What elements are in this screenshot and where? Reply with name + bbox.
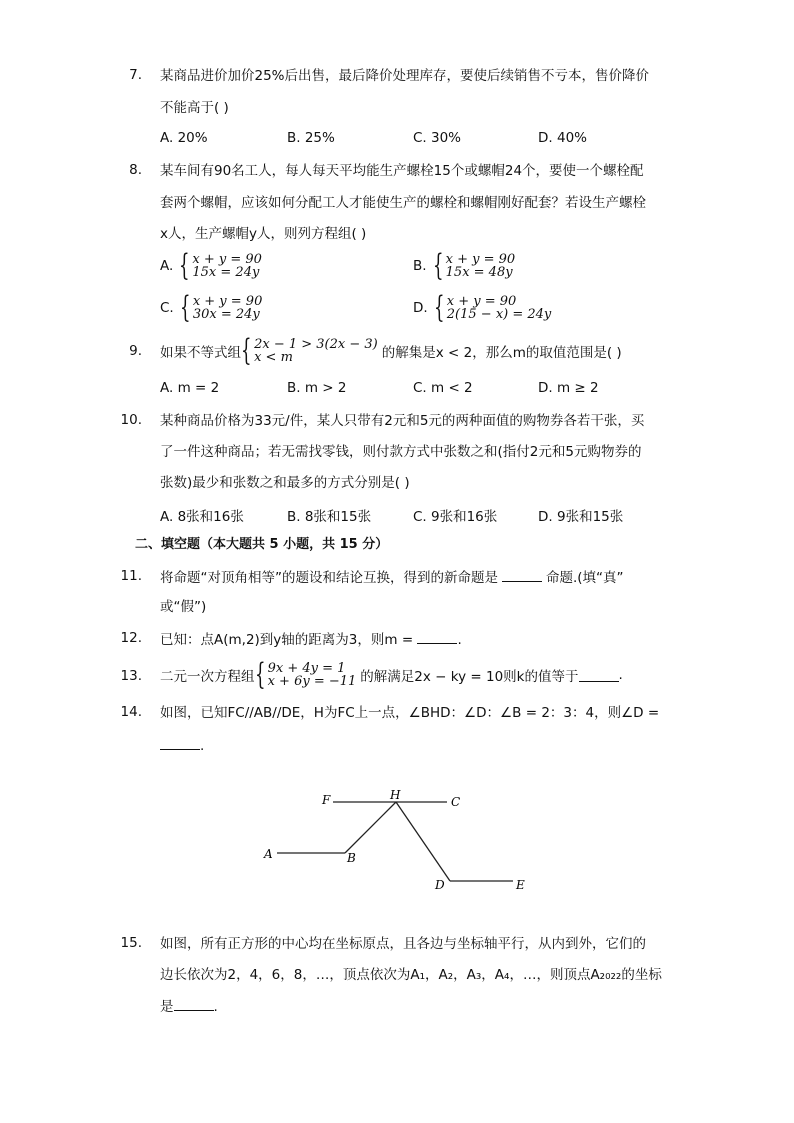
question-text: 或“假”) [160,599,207,615]
inequality: 2x − 1 > 3(2x − 3) [254,337,378,352]
inequality: x < m [254,350,293,365]
question-text: x人，生产螺帽y人，则列方程组( ) [160,226,367,242]
brace-icon: { [433,290,445,325]
question-text-post: 的解满足2x − ky = 10则k的值等于 [360,669,579,685]
equation: 15x = 48y [445,265,513,280]
question-text-part: 命题.(填“真” [546,570,624,586]
option-c[interactable]: C. m < 2 [413,380,473,396]
question-text: 边长依次为2，4，6，8，…，顶点依次为A₁，A₂，A₃，A₄，…，则顶点A₂₀₂₂的坐标 [160,967,662,983]
option-d[interactable]: D. m ≥ 2 [538,380,599,396]
question-text-part: 已知：点A(m,2)到y轴的距离为3，则m = [160,632,418,648]
question-number: 13. [120,668,142,684]
label-d: D [435,878,445,892]
segment-hd [396,802,450,881]
question-number: 12. [120,630,142,646]
label-c: C [451,795,461,809]
equation: 30x = 24y [192,307,260,322]
option-c[interactable]: C. 30% [413,130,462,146]
question-text: 如图，所有正方形的中心均在坐标原点，且各边与坐标轴平行，从内到外，它们的 [160,936,646,952]
equation: 2(15 − x) = 24y [446,307,552,322]
question-number: 10. [120,412,142,428]
question-text: 了一件这种商品；若无需找零钱，则付款方式中张数之和(指付2元和5元购物券的 [160,444,642,460]
equation: x + y = 90 [446,294,517,309]
option-b[interactable]: B. m > 2 [287,380,347,396]
question-text: 某种商品价格为33元/件，某人只带有2元和5元的两种面值的购物券各若干张，买 [160,413,645,429]
question-text-part: 是 [160,999,174,1015]
segment-bh [345,802,396,853]
brace-icon: { [241,333,252,368]
option-b[interactable]: B. 25% [287,130,335,146]
question-text: 某商品进价加价25%后出售，最后降价处理库存，要使后续销售不亏本，售价降价 [160,68,650,84]
option-label: B. [413,258,427,274]
question-number: 7. [129,67,142,83]
question-text: 张数)最少和张数之和最多的方式分别是( ) [160,475,410,491]
option-label: C. [160,300,174,316]
option-a[interactable]: A. m = 2 [160,380,220,396]
question-number: 15. [120,935,142,951]
question-text: 套两个螺帽，应该如何分配工人才能使生产的螺栓和螺帽刚好配套？若设生产螺栓 [160,195,646,211]
option-a[interactable]: A. 8张和16张 [160,509,244,525]
equation: 9x + 4y = 1 [267,661,346,676]
label-e: E [516,878,525,892]
brace-icon: { [254,657,266,692]
question-text-part: 将命题“对顶角相等”的题设和结论互换，得到的新命题是 [160,570,498,586]
equation: x + y = 90 [192,252,262,267]
option-c[interactable]: C. 9张和16张 [413,509,498,525]
equation: x + y = 90 [192,294,263,309]
brace-icon: { [179,290,191,325]
option-d[interactable]: D. 40% [538,130,587,146]
option-label: A. [160,258,174,274]
question-number: 9. [129,343,142,359]
equation: x + y = 90 [445,252,516,267]
option-b[interactable]: B. 8张和15张 [287,509,372,525]
label-f: F [322,793,331,807]
question-number: 14. [120,704,142,720]
question-number: 8. [129,162,142,178]
equation: 15x = 24y [192,265,260,280]
option-d[interactable]: D. 9张和15张 [538,509,624,525]
question-text: 如图，已知FC//AB//DE，H为FC上一点，∠BHD：∠D：∠B = 2：3：4，则∠D = [160,705,660,721]
label-a: A [264,847,273,861]
brace-icon: { [432,248,444,283]
label-h: H [390,788,401,802]
question-text: 二元一次方程组 { 9x + 4y = 1 x + 6y = −11 的解满足2x − ky = 10则k的值等于 . [160,657,623,692]
question-text: . [160,736,204,755]
label-b: B [347,851,356,865]
question-text: 某车间有90名工人，每人每天平均能生产螺栓15个或螺帽24个，要使一个螺栓配 [160,163,644,179]
equation: x + 6y = −11 [267,674,357,689]
question-number: 11. [120,568,142,584]
question-text-post: 的解集是x < 2，那么m的取值范围是( ) [381,345,622,361]
question-text-pre: 二元一次方程组 [160,669,255,685]
question-text: 是 . [160,999,218,1015]
question-text-pre: 如果不等式组 [160,345,241,361]
answer-blank[interactable] [174,997,214,1011]
question-text: 已知：点A(m,2)到y轴的距离为3，则m = . [160,632,462,648]
question-text: 不能高于( ) [160,100,229,116]
option-label: D. [413,300,428,316]
brace-icon: { [179,248,190,283]
section-heading: 二、填空题（本大题共 5 小题，共 15 分） [135,537,389,552]
option-a[interactable]: A. 20% [160,130,208,146]
